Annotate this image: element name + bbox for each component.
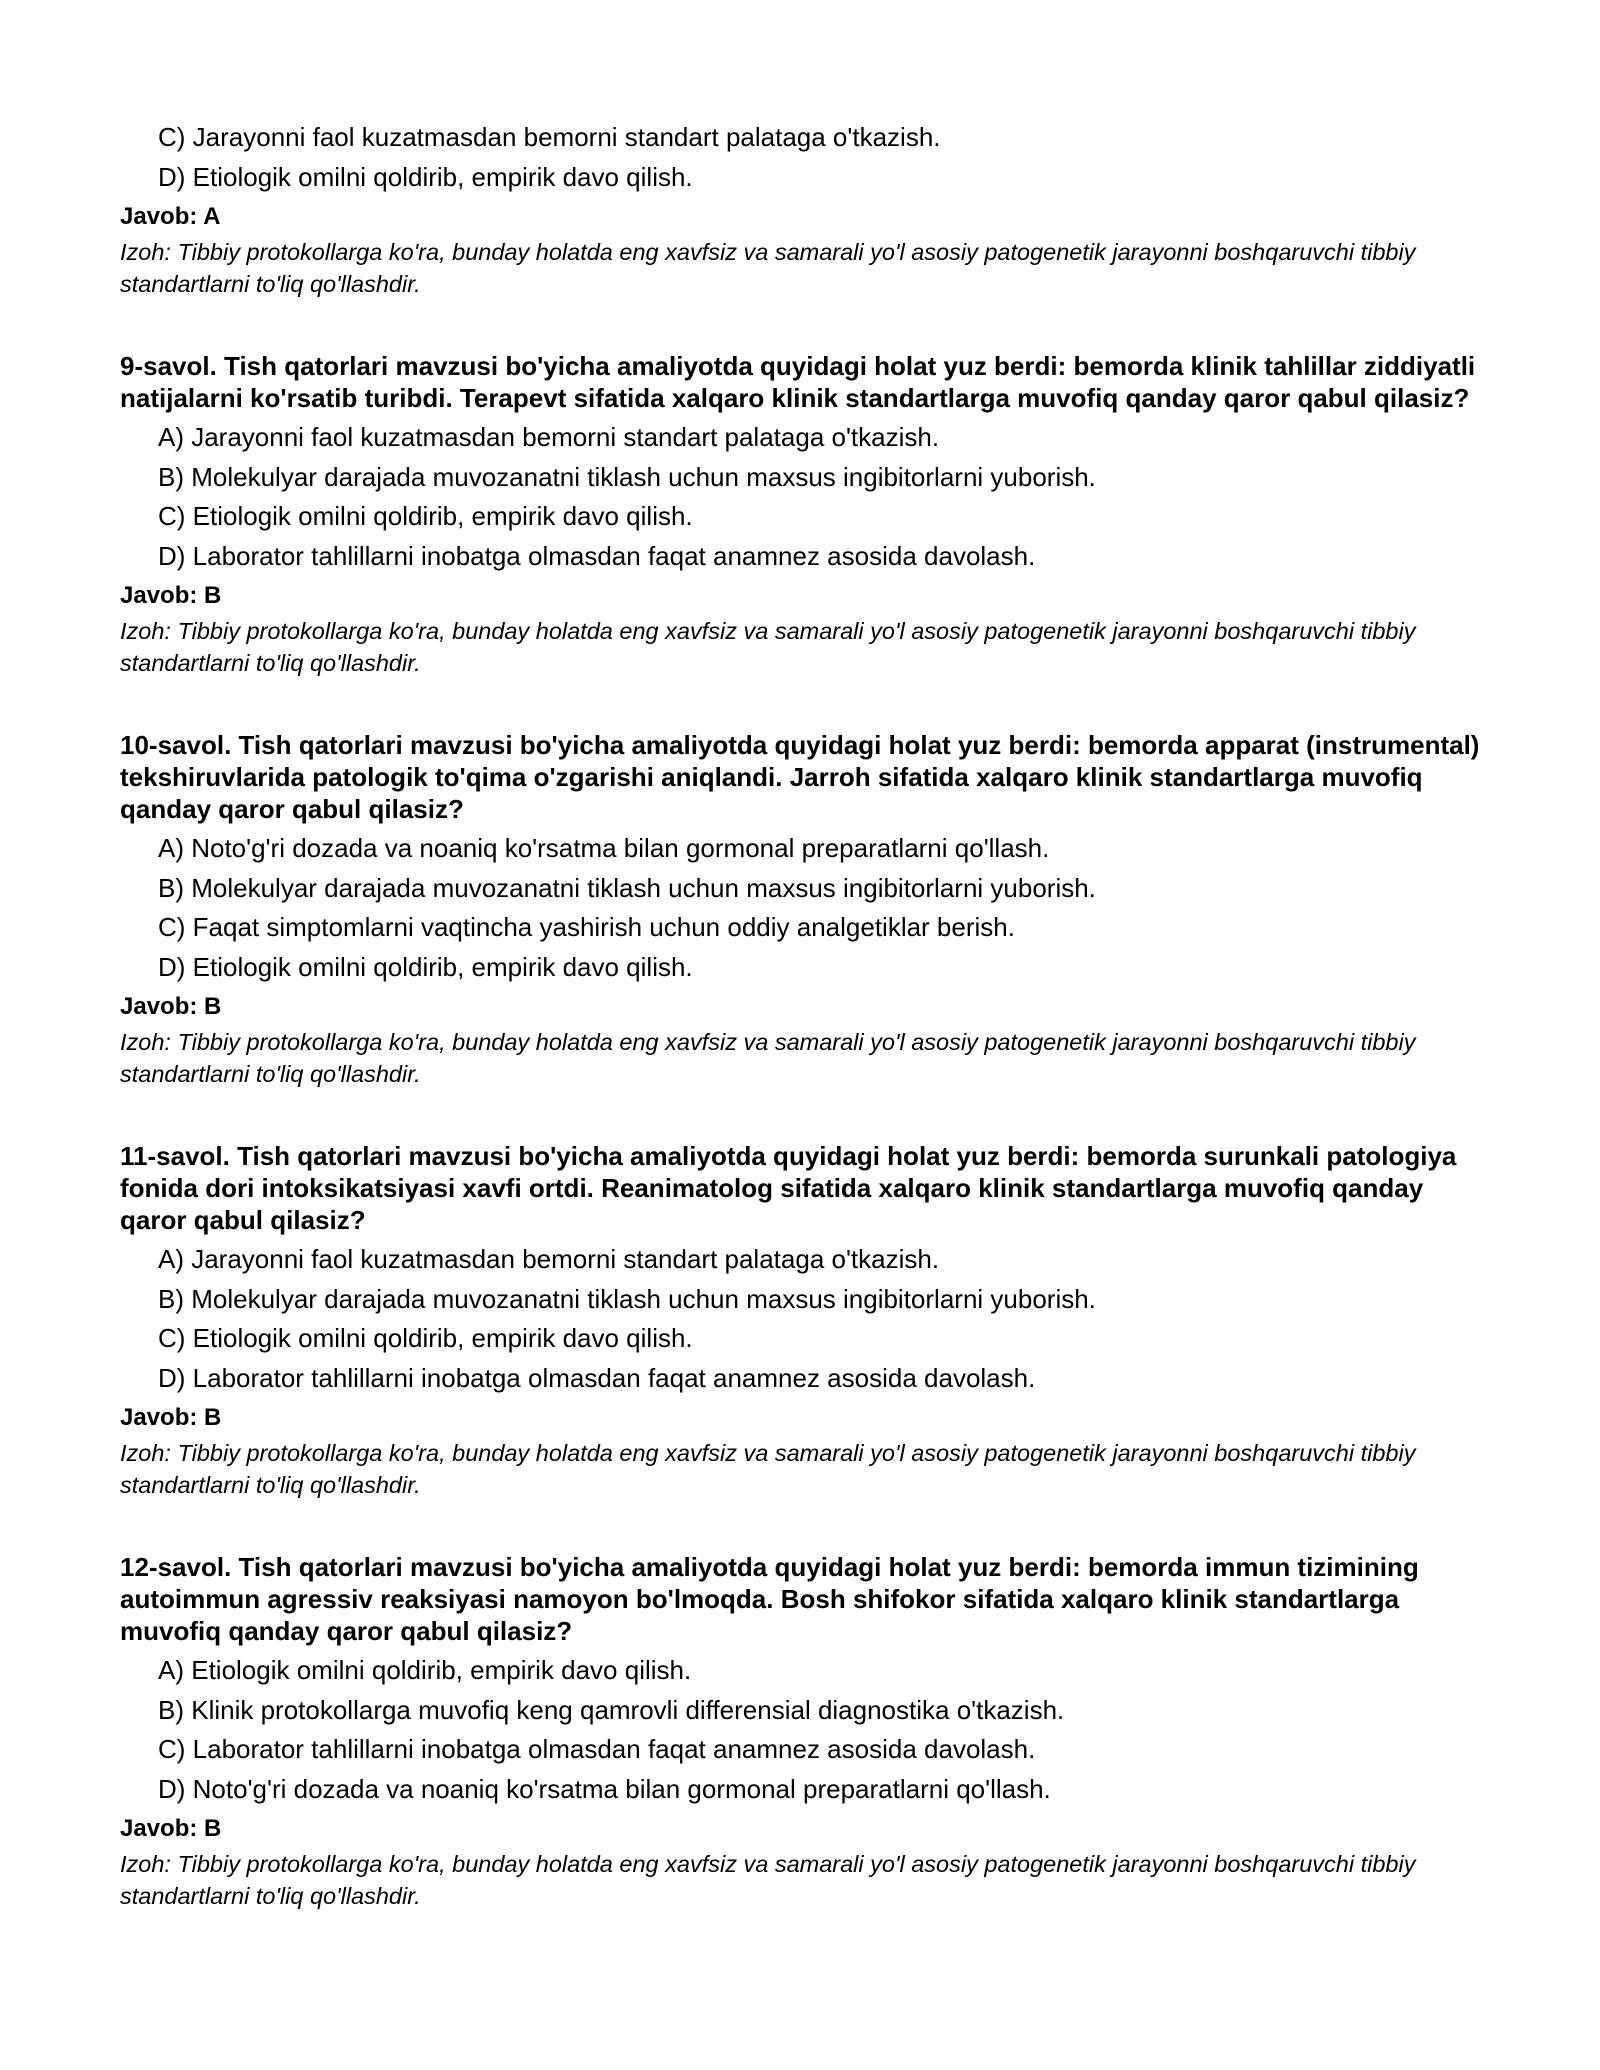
- question-10: [120, 729, 1490, 1090]
- question-11: [120, 1140, 1490, 1501]
- question-title: 9-savol. Tish qatorlari mavzusi bo'yicha amaliyotda quyidagi holat yuz berdi: bemorda klinik tahlillar ziddiyatli natijalarni ko'rsatib turibdi. Terapevt sifatida xalqaro klinik standartlarga muvofiq qanday qaror qabul qilasiz?: [120, 351, 1476, 413]
- answer-label: Javob: A: [120, 203, 221, 230]
- option-c: C) Etiologik omilni qoldirib, empirik davo qilish.: [158, 1323, 693, 1353]
- option-c: C) Faqat simptomlarni vaqtincha yashirish uchun oddiy analgetiklar berish.: [158, 912, 1015, 942]
- option-b: B) Klinik protokollarga muvofiq keng qamrovli differensial diagnostika o'tkazish.: [158, 1694, 1065, 1725]
- option-d: D) Laborator tahlillarni inobatga olmasdan faqat anamnez asosida davolash.: [158, 540, 1036, 571]
- option-a: A) Jarayonni faol kuzatmasdan bemorni standart palataga o'tkazish.: [158, 422, 940, 452]
- option-c: C) Etiologik omilni qoldirib, empirik davo qilish.: [158, 501, 693, 531]
- explanation-note: Izoh: Tibbiy protokollarga ko'ra, bunday holatda eng xavfsiz va samarali yo'l asosiy patogenetik jarayonni boshqaruvchi tibbiy standartlarni to'liq qo'llashdir.: [120, 239, 1416, 297]
- explanation-note: Izoh: Tibbiy protokollarga ko'ra, bunday holatda eng xavfsiz va samarali yo'l asosiy patogenetik jarayonni boshqaruvchi tibbiy standartlarni to'liq qo'llashdir.: [120, 1029, 1416, 1087]
- explanation-note: Izoh: Tibbiy protokollarga ko'ra, bunday holatda eng xavfsiz va samarali yo'l asosiy patogenetik jarayonni boshqaruvchi tibbiy standartlarni to'liq qo'llashdir.: [120, 618, 1416, 676]
- question-12: [120, 1551, 1490, 1912]
- option-b: B) Molekulyar darajada muvozanatni tiklash uchun maxsus ingibitorlarni yuborish.: [158, 1283, 1096, 1314]
- answer-label: Javob: B: [120, 1815, 222, 1842]
- question-title: 11-savol. Tish qatorlari mavzusi bo'yicha amaliyotda quyidagi holat yuz berdi: bemorda surunkali patologiya fonida dori intoksikatsiyasi xavfi ortdi. Reanimatolog sifatida xalqaro klinik standartlarga muvofiq qanday qaror qabul qilasiz?: [120, 1141, 1457, 1235]
- option-c: C) Laborator tahlillarni inobatga olmasdan faqat anamnez asosida davolash.: [158, 1734, 1036, 1764]
- option-a: A) Noto'g'ri dozada va noaniq ko'rsatma bilan gormonal preparatlarni qo'llash.: [158, 833, 1050, 863]
- question-9: [120, 350, 1490, 679]
- explanation-note: Izoh: Tibbiy protokollarga ko'ra, bunday holatda eng xavfsiz va samarali yo'l asosiy patogenetik jarayonni boshqaruvchi tibbiy standartlarni to'liq qo'llashdir.: [120, 1440, 1416, 1498]
- answer-label: Javob: B: [120, 582, 222, 609]
- option-d: D) Noto'g'ri dozada va noaniq ko'rsatma bilan gormonal preparatlarni qo'llash.: [158, 1773, 1051, 1804]
- option-a: A) Jarayonni faol kuzatmasdan bemorni standart palataga o'tkazish.: [158, 1244, 940, 1274]
- explanation-note: Izoh: Tibbiy protokollarga ko'ra, bunday holatda eng xavfsiz va samarali yo'l asosiy patogenetik jarayonni boshqaruvchi tibbiy standartlarni to'liq qo'llashdir.: [120, 1851, 1416, 1909]
- question-8-continuation: [120, 118, 1490, 300]
- option-d: D) Etiologik omilni qoldirib, empirik davo qilish.: [158, 951, 693, 982]
- option-c: C) Jarayonni faol kuzatmasdan bemorni standart palataga o'tkazish.: [158, 122, 941, 152]
- option-d: D) Etiologik omilni qoldirib, empirik davo qilish.: [158, 161, 693, 192]
- answer-label: Javob: B: [120, 1404, 222, 1431]
- question-title: 10-savol. Tish qatorlari mavzusi bo'yicha amaliyotda quyidagi holat yuz berdi: bemorda apparat (instrumental) tekshiruvlarida patologik to'qima o'zgarishi aniqlandi. Jarroh sifatida xalqaro klinik standartlarga muvofiq qanday qaror qabul qilasiz?: [120, 730, 1480, 824]
- answer-label: Javob: B: [120, 993, 222, 1020]
- option-b: B) Molekulyar darajada muvozanatni tiklash uchun maxsus ingibitorlarni yuborish.: [158, 461, 1096, 492]
- option-a: A) Etiologik omilni qoldirib, empirik davo qilish.: [158, 1655, 692, 1685]
- question-title: 12-savol. Tish qatorlari mavzusi bo'yicha amaliyotda quyidagi holat yuz berdi: bemorda immun tizimining autoimmun agressiv reaksiyasi namoyon bo'lmoqda. Bosh shifokor sifatida xalqaro klinik standartlarga muvofiq qanday qaror qabul qilasiz?: [120, 1552, 1419, 1646]
- option-b: B) Molekulyar darajada muvozanatni tiklash uchun maxsus ingibitorlarni yuborish.: [158, 872, 1096, 903]
- document-page: [120, 118, 1490, 1912]
- option-d: D) Laborator tahlillarni inobatga olmasdan faqat anamnez asosida davolash.: [158, 1362, 1036, 1393]
